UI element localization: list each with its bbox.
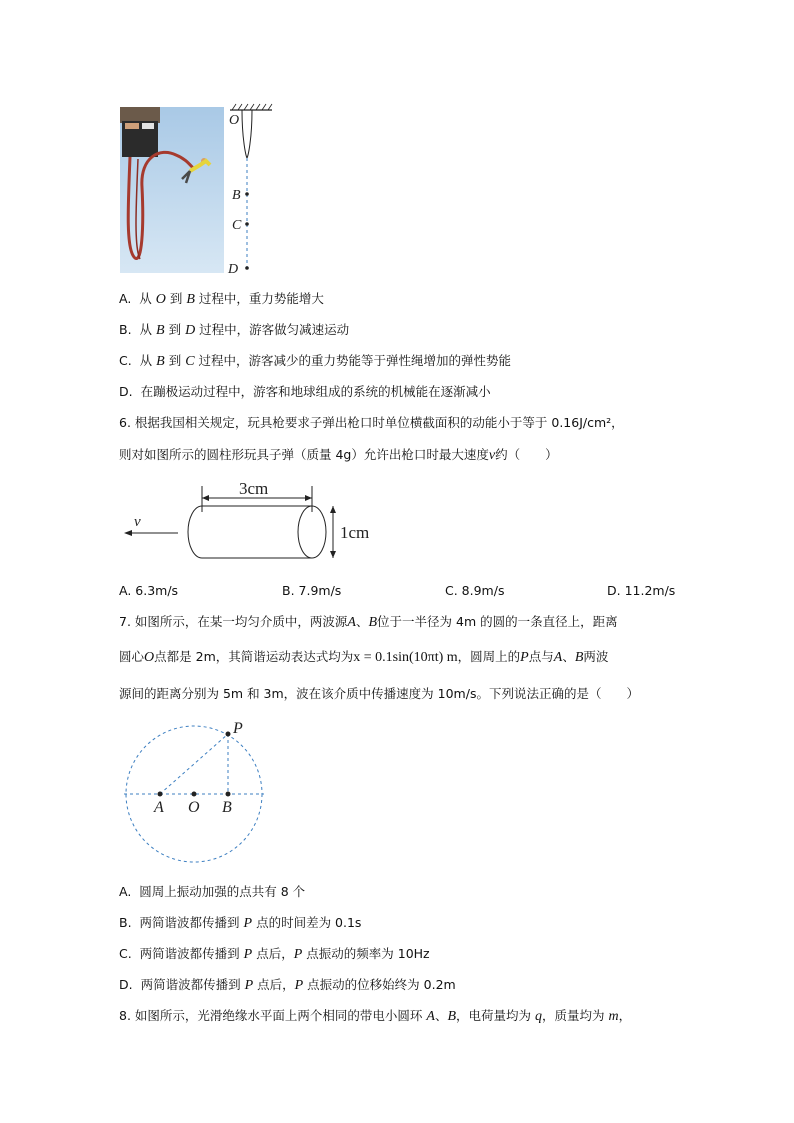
- bullet-diagram: [118, 476, 388, 568]
- q6-stem-line1: 6. 根据我国相关规定，玩具枪要求子弹出枪口时单位横截面积的动能小于等于 0.16J/cm²，: [119, 415, 624, 430]
- q6-option-b: B. 7.9m/s: [282, 583, 342, 598]
- label-p: P: [233, 720, 243, 737]
- q7-stem-line2: 圆心O点都是 2m，其简谐运动表达式均为x = 0.1sin(10πt) m，圆周上的P点与A、B两波: [119, 649, 609, 665]
- velocity-label: v: [134, 514, 141, 530]
- q6-option-a: A. 6.3m/s: [119, 583, 179, 598]
- q5-option-b: B. 从 B 到 D 过程中，游客做匀减速运动: [119, 322, 350, 338]
- circle-wave-diagram: [118, 716, 278, 866]
- q8-stem-line1: 8. 如图所示，光滑绝缘水平面上两个相同的带电小圆环 A、B，电荷量均为 q，质量均为 m，: [119, 1008, 632, 1024]
- label-b: B: [232, 188, 241, 203]
- q7-option-b: B. 两简谐波都传播到 P 点的时间差为 0.1s: [119, 915, 362, 931]
- bungee-diagram: [224, 100, 284, 280]
- label-o: O: [229, 113, 240, 128]
- bungee-photo: [120, 107, 224, 273]
- q6-option-d: D. 11.2m/s: [607, 583, 676, 598]
- q7-stem-line1: 7. 如图所示，在某一均匀介质中，两波源A、B位于一半径为 4m 的圆的一条直径上，距离: [119, 614, 618, 630]
- label-o: O: [188, 799, 200, 816]
- q6-option-c: C. 8.9m/s: [445, 583, 505, 598]
- length-label: 3cm: [239, 479, 269, 498]
- q7-stem-line3: 源间的距离分别为 5m 和 3m，波在该介质中传播速度为 10m/s。下列说法正确的是（ ）: [119, 686, 639, 701]
- q7-option-c: C. 两简谐波都传播到 P 点后，P 点振动的频率为 10Hz: [119, 946, 430, 962]
- diameter-label: 1cm: [340, 523, 370, 542]
- q5-option-d: D. 在蹦极运动过程中，游客和地球组成的系统的机械能在逐渐减小: [119, 384, 491, 399]
- q5-option-a: A. 从 O 到 B 过程中，重力势能增大: [119, 291, 324, 307]
- label-a: A: [154, 799, 164, 816]
- q7-option-a: A. 圆周上振动加强的点共有 8 个: [119, 884, 306, 899]
- label-b: B: [222, 799, 232, 816]
- label-c: C: [232, 218, 242, 233]
- q6-stem-line2: 则对如图所示的圆柱形玩具子弹（质量 4g）允许出枪口时最大速度v约（ ）: [119, 447, 558, 463]
- q5-option-c: C. 从 B 到 C 过程中，游客减少的重力势能等于弹性绳增加的弹性势能: [119, 353, 512, 369]
- label-d: D: [228, 262, 239, 277]
- q7-option-d: D. 两简谐波都传播到 P 点后，P 点振动的位移始终为 0.2m: [119, 977, 456, 993]
